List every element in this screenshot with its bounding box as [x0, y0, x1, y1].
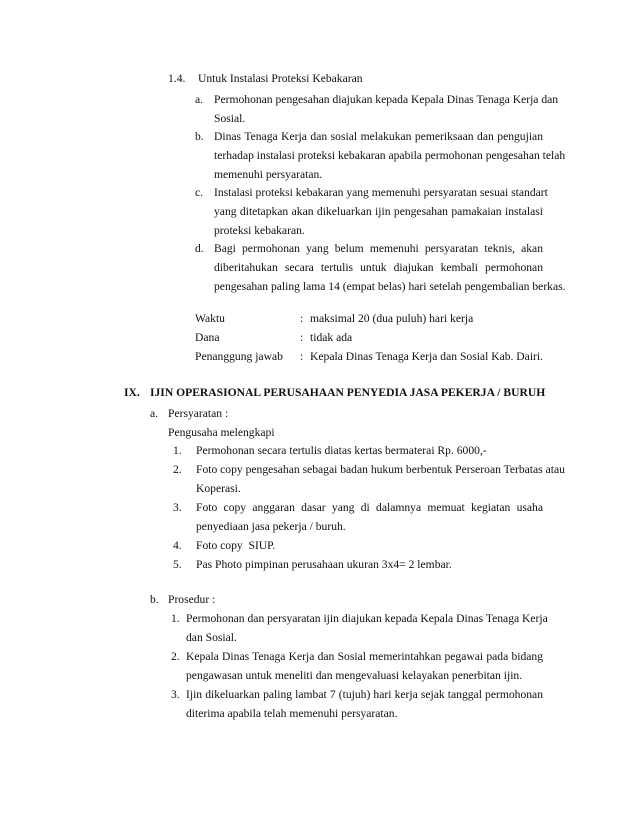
prosedur-item-3-num: 3.	[171, 688, 180, 701]
item-b-line-1: Dinas Tenaga Kerja dan sosial melakukan pemeriksaan dan pengujian	[214, 130, 543, 143]
prosedur-item-3-line-2: diterima apabila telah memenuhi persyaratan.	[186, 707, 398, 720]
item-c-line-1: Instalasi proteksi kebakaran yang memenuhi persyaratan sesuai standart	[214, 186, 548, 199]
info-dana-sep: :	[300, 331, 304, 344]
info-waktu-sep: :	[300, 312, 304, 325]
persyaratan-item-2-line-1: Foto copy pengesahan sebagai badan hukum berbentuk Perseroan Terbatas atau	[196, 463, 565, 476]
item-c-label: c.	[195, 186, 204, 199]
persyaratan-item-1-num: 1.	[173, 444, 182, 457]
item-d-line-3: pengesahan paling lama 14 (empat belas) hari setelah pengembalian berkas.	[214, 280, 566, 293]
item-d-line-1: Bagi permohonan yang belum memenuhi persyaratan teknis, akan	[214, 242, 543, 255]
item-b-label: b.	[195, 130, 204, 143]
prosedur-item-1-line-2: dan Sosial.	[186, 631, 237, 644]
persyaratan-intro: Pengusaha melengkapi	[168, 426, 275, 439]
persyaratan-item-5-line-1: Pas Photo pimpinan perusahaan ukuran 3x4= 2 lembar.	[196, 558, 452, 571]
section-ix-title: IJIN OPERASIONAL PERUSAHAAN PENYEDIA JASA PEKERJA / BURUH	[150, 386, 546, 399]
prosedur-item-1-num: 1.	[171, 612, 180, 625]
prosedur-item-2-num: 2.	[171, 650, 180, 663]
info-waktu-value: maksimal 20 (dua puluh) hari kerja	[310, 312, 474, 325]
prosedur-title: Prosedur :	[168, 593, 216, 606]
info-penanggung-label: Penanggung jawab	[195, 350, 283, 363]
persyaratan-title: Persyaratan :	[168, 407, 229, 420]
persyaratan-item-3-line-2: penyediaan jasa pekerja / buruh.	[196, 520, 346, 533]
persyaratan-item-5-num: 5.	[173, 558, 182, 571]
item-a-line-2: Sosial.	[214, 112, 246, 125]
info-waktu-label: Waktu	[195, 312, 225, 325]
persyaratan-item-2-num: 2.	[173, 463, 182, 476]
prosedur-label: b.	[150, 593, 159, 606]
item-c-line-2: yang ditetapkan akan dikeluarkan ijin pengesahan pamakaian instalasi	[214, 205, 543, 218]
section-1-4-title: Untuk Instalasi Proteksi Kebakaran	[198, 72, 363, 85]
persyaratan-label: a.	[150, 407, 159, 420]
prosedur-item-2-line-1: Kepala Dinas Tenaga Kerja dan Sosial memerintahkan pegawai pada bidang	[186, 650, 543, 663]
item-b-line-3: memenuhi persyaratan.	[214, 168, 323, 181]
persyaratan-item-2-line-2: Koperasi.	[196, 482, 241, 495]
persyaratan-item-4-line-1: Foto copy SIUP.	[196, 539, 276, 552]
item-c-line-3: proteksi kebakaran.	[214, 224, 305, 237]
prosedur-item-1-line-1: Permohonan dan persyaratan ijin diajukan kepada Kepala Dinas Tenaga Kerja	[186, 612, 548, 625]
item-b-line-2: terhadap instalasi proteksi kebakaran apabila permohonan pengesahan telah	[214, 149, 566, 162]
info-dana-value: tidak ada	[310, 331, 353, 344]
item-d-line-2: diberitahukan secara tertulis untuk diajukan kembali permohonan	[214, 261, 543, 274]
section-1-4-number: 1.4.	[168, 72, 186, 85]
persyaratan-item-4-num: 4.	[173, 539, 182, 552]
item-a-label: a.	[195, 93, 204, 106]
section-ix-number: IX.	[124, 386, 140, 399]
info-penanggung-sep: :	[300, 350, 304, 363]
prosedur-item-3-line-1: Ijin dikeluarkan paling lambat 7 (tujuh) hari kerja sejak tanggal permohonan	[186, 688, 543, 701]
persyaratan-item-3-num: 3.	[173, 501, 182, 514]
info-dana-label: Dana	[195, 331, 220, 344]
persyaratan-item-1-line-1: Permohonan secara tertulis diatas kertas bermaterai Rp. 6000,-	[196, 444, 487, 457]
persyaratan-item-3-line-1: Foto copy anggaran dasar yang di dalamnya memuat kegiatan usaha	[196, 501, 543, 514]
item-d-label: d.	[195, 242, 204, 255]
info-penanggung-value: Kepala Dinas Tenaga Kerja dan Sosial Kab. Dairi.	[310, 350, 544, 363]
item-a-line-1: Permohonan pengesahan diajukan kepada Kepala Dinas Tenaga Kerja dan	[214, 93, 559, 106]
prosedur-item-2-line-2: pengawasan untuk meneliti dan mengevaluasi kelayakan penerbitan ijin.	[186, 669, 523, 682]
